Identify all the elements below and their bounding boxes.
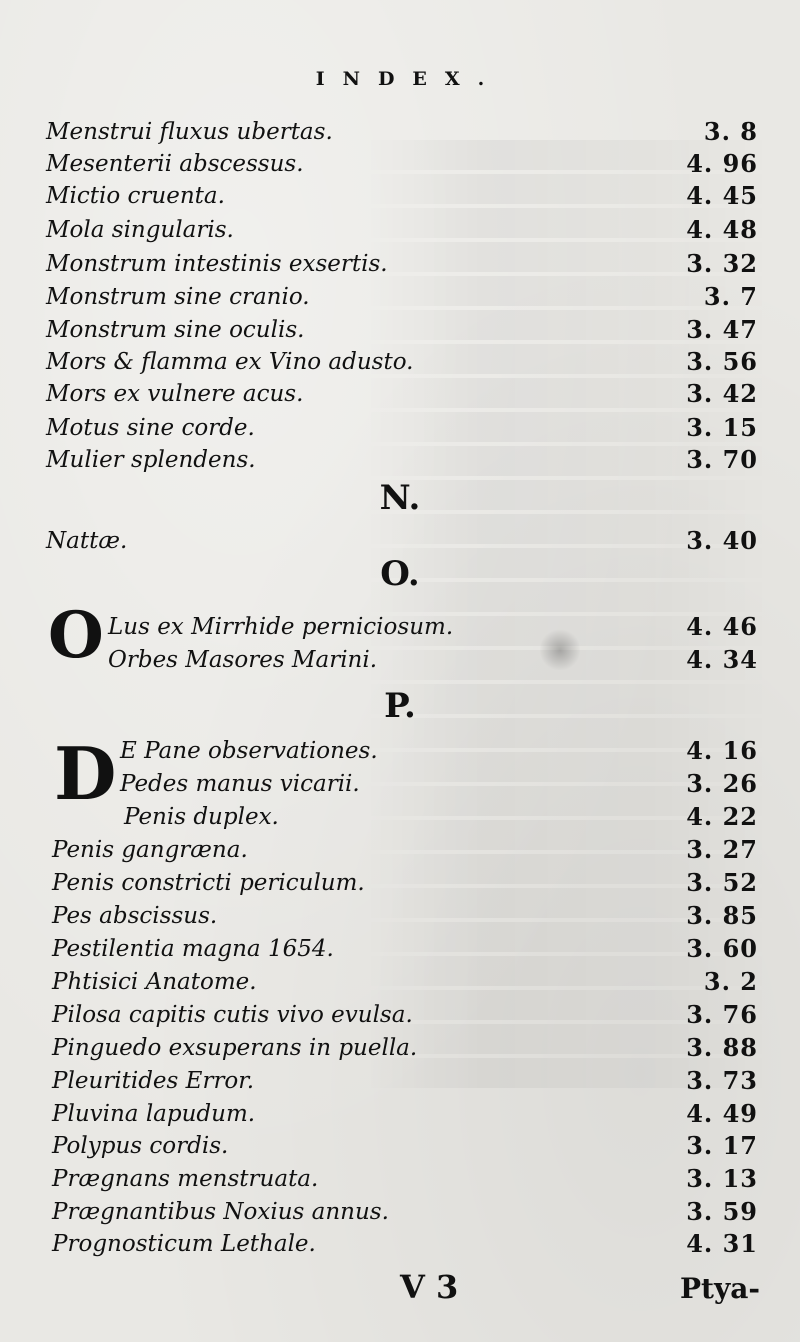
entry-page-ref: 3. 26 bbox=[686, 769, 758, 798]
index-entry bbox=[52, 867, 758, 899]
entry-text: Pinguedo exsuperans in puella. bbox=[52, 1035, 418, 1061]
entry-page-ref: 4. 34 bbox=[686, 645, 758, 674]
entry-text: Pilosa capitis cutis vivo evulsa. bbox=[52, 1002, 413, 1028]
entry-text: Motus sine corde. bbox=[46, 415, 255, 441]
index-entry bbox=[52, 1098, 758, 1130]
entry-page-ref: 4. 45 bbox=[686, 181, 758, 210]
entry-page-ref: 3. 88 bbox=[686, 1033, 758, 1062]
entry-text: Prægnans menstruata. bbox=[52, 1166, 319, 1192]
drop-cap-o: O bbox=[48, 598, 104, 673]
entry-text: Mulier splendens. bbox=[46, 447, 256, 473]
index-entry bbox=[52, 1130, 758, 1162]
entry-page-ref: 3. 59 bbox=[686, 1197, 758, 1226]
entry-page-ref: 4. 31 bbox=[686, 1229, 758, 1258]
entry-text: Lus ex Mirrhide perniciosum. bbox=[108, 614, 454, 640]
index-entry bbox=[46, 248, 758, 280]
entry-text: Menstrui fluxus ubertas. bbox=[46, 119, 333, 145]
index-entry bbox=[108, 644, 758, 676]
entry-page-ref: 3. 42 bbox=[686, 379, 758, 408]
index-entry bbox=[46, 412, 758, 444]
entry-text: Monstrum intestinis exsertis. bbox=[46, 251, 388, 277]
running-header: INDEX. bbox=[315, 68, 503, 90]
entry-text: Mictio cruenta. bbox=[46, 183, 225, 209]
entry-page-ref: 3. 70 bbox=[686, 445, 758, 474]
entry-page-ref: 3. 15 bbox=[686, 413, 758, 442]
entry-page-ref: 3. 52 bbox=[686, 868, 758, 897]
entry-text: Mors ex vulnere acus. bbox=[46, 381, 304, 407]
entry-text: Penis constricti periculum. bbox=[52, 870, 365, 896]
entry-text: Pedes manus vicarii. bbox=[120, 771, 360, 797]
entry-page-ref: 3. 27 bbox=[686, 835, 758, 864]
section-heading-o: O. bbox=[380, 554, 420, 594]
signature-mark: V 3 bbox=[400, 1268, 459, 1306]
entry-page-ref: 4. 22 bbox=[686, 802, 758, 831]
index-entry bbox=[120, 768, 758, 800]
entry-text: Polypus cordis. bbox=[52, 1133, 229, 1159]
entry-page-ref: 4. 16 bbox=[686, 736, 758, 765]
entry-page-ref: 3. 85 bbox=[686, 901, 758, 930]
entry-text: Prægnantibus Noxius annus. bbox=[52, 1199, 389, 1225]
entry-text: Penis gangræna. bbox=[52, 837, 248, 863]
entry-text: Pleuritides Error. bbox=[52, 1068, 255, 1094]
entry-page-ref: 3. 7 bbox=[703, 282, 758, 311]
index-entry bbox=[108, 611, 758, 643]
entry-page-ref: 3. 47 bbox=[686, 315, 758, 344]
index-entry bbox=[46, 148, 758, 180]
entry-text: Phtisici Anatome. bbox=[52, 969, 257, 995]
index-entry bbox=[46, 346, 758, 378]
entry-page-ref: 3. 56 bbox=[686, 347, 758, 376]
index-entry bbox=[46, 281, 758, 313]
index-entry bbox=[46, 378, 758, 410]
entry-page-ref: 3. 2 bbox=[703, 967, 758, 996]
section-heading-p: P. bbox=[384, 686, 416, 726]
index-entry bbox=[52, 900, 758, 932]
entry-text: Orbes Masores Marini. bbox=[108, 647, 378, 673]
drop-cap-d: D bbox=[54, 731, 117, 816]
entry-text: Mola singularis. bbox=[46, 217, 234, 243]
entry-text: Pestilentia magna 1654. bbox=[52, 936, 334, 962]
entry-page-ref: 4. 46 bbox=[686, 612, 758, 641]
catchword: Ptya- bbox=[679, 1272, 760, 1305]
entry-page-ref: 3. 32 bbox=[686, 249, 758, 278]
entry-page-ref: 4. 48 bbox=[686, 215, 758, 244]
index-entry bbox=[52, 1163, 758, 1195]
index-entry bbox=[46, 314, 758, 346]
index-entry bbox=[46, 525, 758, 557]
index-entry bbox=[52, 966, 758, 998]
entry-text: Nattæ. bbox=[46, 528, 128, 554]
index-entry bbox=[52, 1228, 758, 1260]
section-heading-n: N. bbox=[379, 478, 421, 518]
entry-page-ref: 3. 73 bbox=[686, 1066, 758, 1095]
index-entry bbox=[46, 444, 758, 476]
index-entry bbox=[52, 999, 758, 1031]
index-entry bbox=[46, 116, 758, 148]
index-entry bbox=[46, 214, 758, 246]
index-entry bbox=[124, 801, 758, 833]
entry-page-ref: 3. 13 bbox=[686, 1164, 758, 1193]
entry-text: Pluvina lapudum. bbox=[52, 1101, 256, 1127]
entry-text: Mesenterii abscessus. bbox=[46, 151, 304, 177]
entry-page-ref: 4. 49 bbox=[686, 1099, 758, 1128]
index-entry bbox=[52, 1032, 758, 1064]
index-entry bbox=[46, 180, 758, 212]
entry-page-ref: 4. 96 bbox=[686, 149, 758, 178]
entry-page-ref: 3. 40 bbox=[686, 526, 758, 555]
index-entry bbox=[52, 933, 758, 965]
entry-page-ref: 3. 76 bbox=[686, 1000, 758, 1029]
index-entry bbox=[52, 1196, 758, 1228]
entry-text: E Pane observationes. bbox=[120, 738, 378, 764]
entry-text: Penis duplex. bbox=[124, 804, 279, 830]
entry-page-ref: 3. 8 bbox=[703, 117, 758, 146]
entry-text: Mors & flamma ex Vino adusto. bbox=[46, 349, 414, 375]
index-entry bbox=[52, 1065, 758, 1097]
index-entry bbox=[52, 834, 758, 866]
entry-text: Monstrum sine cranio. bbox=[46, 284, 310, 310]
index-entry bbox=[120, 735, 758, 767]
entry-page-ref: 3. 17 bbox=[686, 1131, 758, 1160]
entry-page-ref: 3. 60 bbox=[686, 934, 758, 963]
entry-text: Monstrum sine oculis. bbox=[46, 317, 305, 343]
entry-text: Prognosticum Lethale. bbox=[52, 1231, 316, 1257]
entry-text: Pes abscissus. bbox=[52, 903, 218, 929]
